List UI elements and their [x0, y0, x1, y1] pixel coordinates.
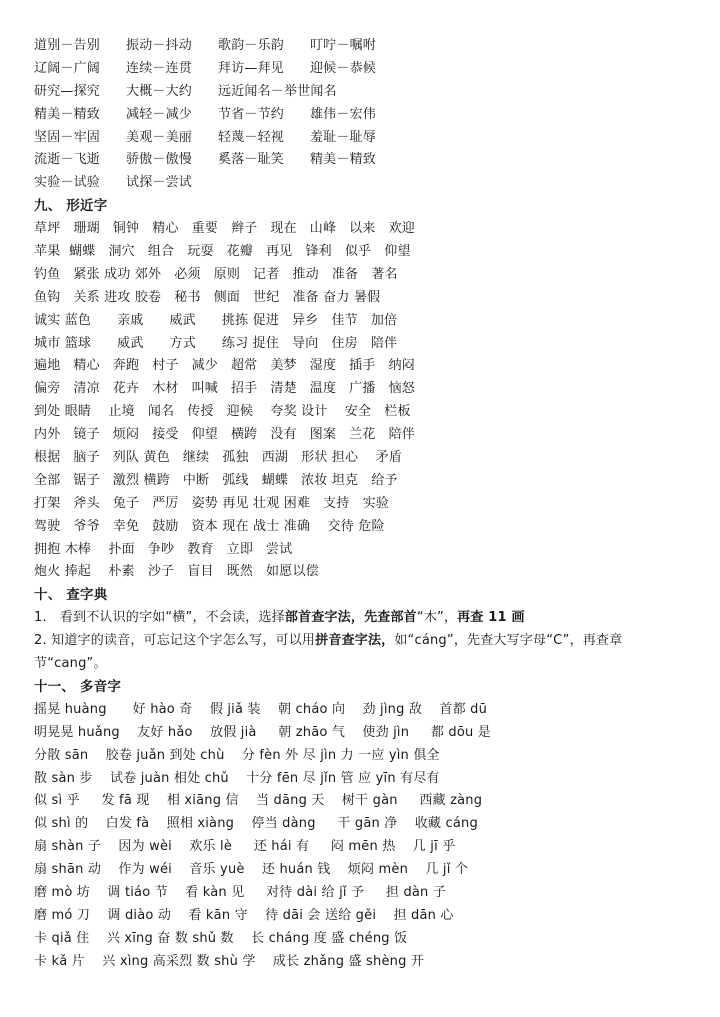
polyphone-line: 扇 shān 动 作为 wéi 音乐 yuè 还 huán 钱 烦闷 mèn 几 jǐ 个: [34, 862, 469, 878]
polyphone-list: [34, 699, 694, 974]
tip-2-text: 2. 知道字的读音，可忘记这个字怎么写，可以用: [34, 633, 316, 649]
polyphone-line: 磨 mò 坊 调 tiáo 节 看 kàn 见 对待 dài 给 jǐ 予 担 dàn 子: [34, 884, 447, 900]
section-heading-polyphones: 十一、 多音字: [34, 678, 122, 695]
tip-2-bold-method: 拼音查字法，: [315, 633, 395, 649]
tip-2-example: 如“cáng”，先查大写字母“C”，再查章节“cang”。: [34, 633, 623, 672]
word-line: 全部 锯子 激烈 横跨 中断 弧线 蝴蝶 浓妆 坦克 给予: [34, 472, 398, 488]
polyphone-line: 似 shì 的 白发 fà 照相 xiàng 停当 dàng 干 gān 净 收藏 cáng: [34, 816, 478, 832]
synonym-line: 道别－告别 振动－抖动 歌韵－乐韵 叮咛－嘱咐: [34, 38, 376, 53]
tip-1-bold-method: 部首查字法，先查部首: [284, 610, 417, 626]
dictionary-tip-1: [34, 607, 694, 630]
word-line: 根据 脑子 列队 黄色 继续 孤独 西湖 形状 担心 矛盾: [34, 450, 402, 466]
polyphone-line: 摇晃 huàng 好 hào 奇 假 jiǎ 装 朝 cháo 向 劲 jìng 敌 首都 dū: [34, 701, 488, 717]
synonym-line: 精美－精致 减轻－减少 节省－节约 雄伟－宏伟: [34, 106, 376, 122]
word-line: 偏旁 清凉 花卉 木材 叫喊 招手 清楚 温度 广播 恼怒: [34, 381, 415, 397]
synonym-line: 坚固－牢固 美观－美丽 轻蔑－轻视 羞耻－耻辱: [34, 129, 376, 145]
section-heading-similar-characters: 九、 形近字: [34, 198, 108, 215]
synonym-line: 实验－试验 试探－尝试: [34, 175, 192, 191]
polyphone-line: 磨 mó 刀 调 diào 动 看 kān 守 待 dāi 会 送给 gěi 担 dān 心: [34, 907, 454, 923]
word-line: 钓鱼 紧张 成功 郊外 必须 原则 记者 推动 准备 著名: [34, 266, 398, 282]
dictionary-tip-2: [34, 630, 694, 676]
word-line: 内外 镜子 烦闷 接受 仰望 横跨 没有 图案 兰花 陪伴: [34, 427, 415, 443]
document-page: [34, 35, 694, 974]
word-line: 城市 篮球 威武 方式 练习 捉住 导向 住房 陪伴: [34, 335, 398, 351]
synonym-line: 研究—探究 大概－大约 远近闻名－举世闻名: [34, 83, 337, 99]
word-line: 苹果 蝴蝶 洞穴 组合 玩耍 花瓣 再见 锋利 似乎 仰望: [34, 244, 411, 260]
word-line: 遍地 精心 奔跑 村子 减少 超常 美梦 湿度 插手 纳闷: [34, 358, 415, 374]
synonym-list: [34, 35, 694, 195]
word-line: 草坪 珊瑚 铜钟 精心 重要 辫子 现在 山峰 以来 欢迎: [34, 221, 415, 237]
synonym-line: 流逝－飞逝 骄傲－傲慢 奚落－耻笑 精美－精致: [34, 152, 376, 168]
word-line: 鱼钩 关系 进攻 胶卷 秘书 侧面 世纪 准备 奋力 暑假: [34, 289, 381, 305]
word-line: 炮火 捧起 朴素 沙子 盲目 既然 如愿以偿: [34, 564, 319, 580]
section-heading-dictionary: 十、 查字典: [34, 587, 108, 604]
tip-1-bold-strokes: 再查 11 画: [457, 610, 525, 626]
word-line: 到处 眼睛 止境 闻名 传授 迎候 夸奖 设计 安全 栏板: [34, 404, 411, 420]
polyphone-line: 卡 qiǎ 住 兴 xīng 奋 数 shǔ 数 长 cháng 度 盛 chéng 饭: [34, 930, 408, 946]
polyphone-line: 似 sì 乎 发 fā 现 相 xiāng 信 当 dāng 天 树干 gàn 西藏 zàng: [34, 793, 483, 809]
similar-characters-list: [34, 218, 694, 584]
word-line: 打架 斧头 兔子 严厉 姿势 再见 壮观 困难 支持 实验: [34, 495, 389, 511]
polyphone-line: 卡 kǎ 片 兴 xìng 高采烈 数 shù 学 成长 zhǎng 盛 shèng 开: [34, 953, 425, 969]
tip-1-radical: “木”，: [416, 610, 458, 626]
word-line: 驾驶 爷爷 幸免 鼓励 资本 现在 战士 准确 交待 危险: [34, 518, 385, 534]
word-line: 诚实 蓝色 亲戚 威武 挑拣 促进 异乡 佳节 加倍: [34, 312, 398, 328]
polyphone-line: 明晃晃 huǎng 友好 hǎo 放假 jià 朝 zhāo 气 使劲 jìn 都 dōu 是: [34, 724, 491, 740]
polyphone-line: 散 sàn 步 试卷 juàn 相处 chǔ 十分 fēn 尽 jǐn 管 应 yīn 有尽有: [34, 770, 440, 786]
tip-1-text: 1. 看到不认识的字如“横”，不会读，选择: [34, 610, 285, 626]
word-line: 拥抱 木棒 扑面 争吵 教育 立即 尝试: [34, 541, 293, 557]
synonym-line: 辽阔－广阔 连续－连贯 拜访—拜见 迎候－恭候: [34, 60, 376, 76]
polyphone-line: 分散 sān 胶卷 juǎn 到处 chù 分 fèn 外 尽 jìn 力 一应 yìn 俱全: [34, 747, 440, 763]
polyphone-line: 扇 shàn 子 因为 wèi 欢乐 lè 还 hái 有 闷 mēn 热 几 jī 乎: [34, 839, 456, 855]
